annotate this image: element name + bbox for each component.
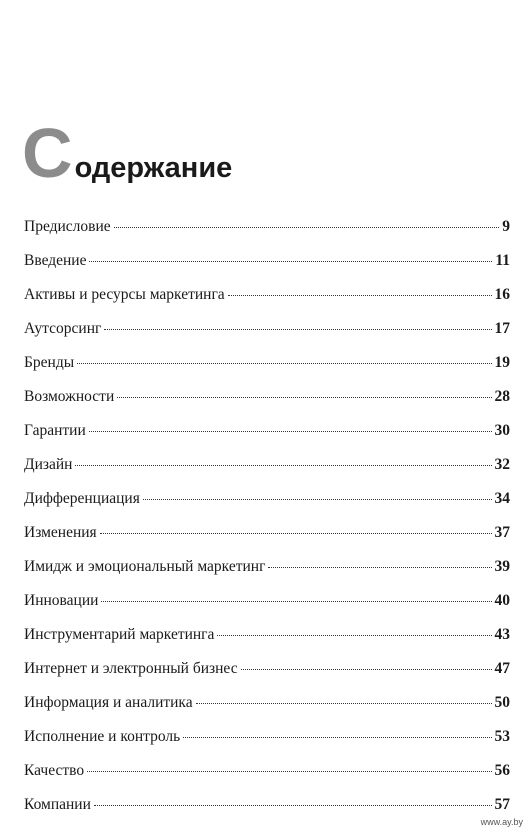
toc-entry: [24, 758, 510, 792]
heading-initial: С: [22, 114, 73, 192]
toc-entry-title: Инструментарий маркетинга: [24, 626, 215, 643]
toc-entry-title: Гарантии: [24, 422, 86, 439]
toc-entry-title: Качество: [24, 762, 85, 779]
dot-leader: [228, 295, 492, 296]
heading-text: одержание: [74, 152, 233, 184]
dot-leader: [87, 771, 491, 772]
toc-entry-page: 34: [494, 490, 510, 507]
toc-entry-page: 57: [494, 796, 510, 813]
toc-entry-title: Исполнение и контроль: [24, 728, 181, 745]
toc-entry-title: Бренды: [24, 354, 75, 371]
toc-entry: [24, 554, 510, 588]
dot-leader: [196, 703, 492, 704]
toc-entry-page: 50: [494, 694, 510, 711]
dot-leader: [183, 737, 491, 738]
toc-entry: [24, 690, 510, 724]
toc-entry: [24, 520, 510, 554]
toc-entry-page: 43: [494, 626, 510, 643]
toc-entry: [24, 282, 510, 316]
toc-entry: [24, 418, 510, 452]
page-heading: [22, 114, 233, 192]
toc-entry: [24, 350, 510, 384]
toc-entry-page: 19: [494, 354, 510, 371]
table-of-contents: [24, 214, 510, 826]
toc-entry: [24, 792, 510, 826]
dot-leader: [94, 805, 492, 806]
toc-entry-page: 37: [494, 524, 510, 541]
toc-entry-title: Интернет и электронный бизнес: [24, 660, 238, 677]
toc-entry-page: 16: [494, 286, 510, 303]
dot-leader: [217, 635, 491, 636]
toc-entry-page: 32: [494, 456, 510, 473]
toc-entry-title: Аутсорсинг: [24, 320, 102, 337]
dot-leader: [268, 567, 491, 568]
toc-entry: [24, 214, 510, 248]
toc-entry-page: 30: [494, 422, 510, 439]
toc-entry-page: 11: [495, 252, 510, 269]
dot-leader: [89, 261, 492, 262]
toc-entry-page: 47: [494, 660, 510, 677]
toc-entry-page: 40: [494, 592, 510, 609]
toc-entry: [24, 248, 510, 282]
toc-entry: [24, 588, 510, 622]
dot-leader: [75, 465, 491, 466]
toc-entry: [24, 316, 510, 350]
dot-leader: [101, 601, 491, 602]
toc-entry-page: 9: [502, 218, 510, 235]
toc-entry: [24, 656, 510, 690]
toc-entry-title: Предисловие: [24, 218, 111, 235]
dot-leader: [89, 431, 492, 432]
toc-entry-title: Имидж и эмоциональный маркетинг: [24, 558, 266, 575]
dot-leader: [77, 363, 491, 364]
toc-entry: [24, 486, 510, 520]
toc-entry: [24, 384, 510, 418]
toc-entry-page: 53: [494, 728, 510, 745]
toc-entry: [24, 452, 510, 486]
toc-entry-page: 28: [494, 388, 510, 405]
toc-entry: [24, 724, 510, 758]
toc-entry-title: Изменения: [24, 524, 97, 541]
toc-entry: [24, 622, 510, 656]
toc-entry-page: 17: [494, 320, 510, 337]
dot-leader: [104, 329, 491, 330]
toc-entry-title: Возможности: [24, 388, 115, 405]
toc-entry-title: Информация и аналитика: [24, 694, 193, 711]
toc-entry-page: 56: [494, 762, 510, 779]
watermark: www.ay.by: [480, 817, 523, 827]
dot-leader: [117, 397, 491, 398]
dot-leader: [100, 533, 492, 534]
dot-leader: [114, 227, 500, 228]
toc-entry-page: 39: [494, 558, 510, 575]
toc-entry-title: Активы и ресурсы маркетинга: [24, 286, 225, 303]
toc-entry-title: Дифференциация: [24, 490, 140, 507]
dot-leader: [143, 499, 492, 500]
toc-entry-title: Дизайн: [24, 456, 73, 473]
toc-entry-title: Компании: [24, 796, 91, 813]
toc-entry-title: Инновации: [24, 592, 99, 609]
dot-leader: [241, 669, 492, 670]
toc-entry-title: Введение: [24, 252, 87, 269]
